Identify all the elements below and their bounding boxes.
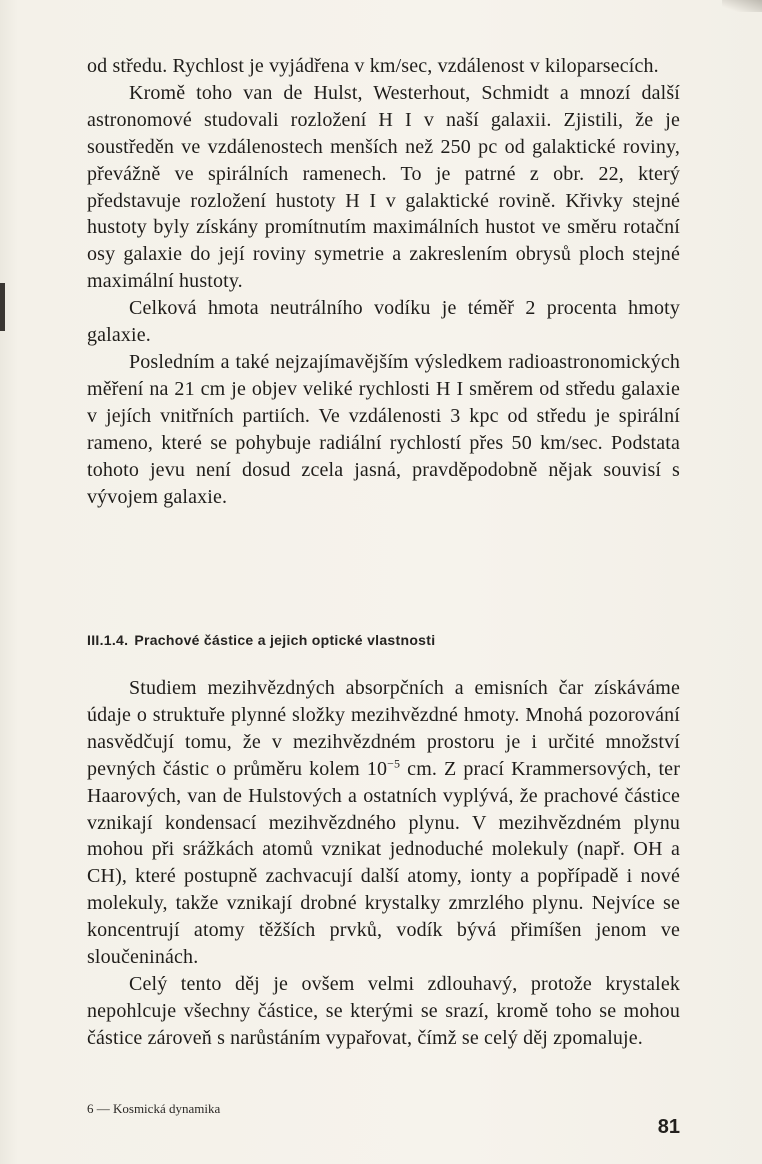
signature-mark: 6 — Kosmická dynamika	[87, 1101, 221, 1116]
paragraph-continuation: od středu. Rychlost je vyjádřena v km/sec, vzdálenost v kiloparsecích.	[87, 55, 659, 77]
paragraph-crystal-growth	[87, 971, 680, 1052]
paragraph-radial-velocity: Posledním a také nejzajímavějším výsledkem radioastronomických měření na 21 cm je objev veliké rychlosti H I směrem od středu galaxie v jejích vnitřních partiích. Ve vzdálenosti 3 kpc od středu je spirální rameno, které se pohybuje radiální rychlostí přes 50 km/sec. Podstata tohoto jevu není dosud zcela jasná, pravděpodobně nějak souvisí s vývojem galaxie.	[87, 350, 680, 508]
paragraph-dust-text-after: cm. Z prací Krammersových, ter Haarových, van de Hulstových a ostatních vyplývá, že prachové částice vznikají kondensací mezihvězdného plynu. V mezihvězdném plynu mohou při srážkách atomů vznikat jednoduché molekuly (např. OH a CH), které postupně zachvacují další atomy, ionty a popřípadě i nové molekuly, takže vznikají drobné krystalky zmrzlého plynu. Nejvíce se koncentrují atomy těžších prvků, vodík bývá přimíšen jenom ve sloučeninách.	[87, 757, 680, 969]
section-heading	[87, 632, 687, 648]
paragraph-crystal-text: Celý tento děj je ovšem velmi zdlouhavý, protože krystalek nepohlcuje všechny částice, se kterými se srazí, kromě toho se mohou částice zároveň s narůstáním vypařovat, čímž se celý děj zpomaluje.	[87, 972, 680, 1049]
page-number: 81	[657, 1116, 680, 1138]
exponent: −5	[387, 756, 401, 771]
section-number: III.1.4.	[87, 632, 129, 648]
paragraph-hi-distribution: Kromě toho van de Hulst, Westerhout, Schmidt a mnozí další astronomové studovali rozložení H I v naší galaxii. Zjistili, že je soustředěn ve vzdálenostech menších než 250 pc od galaktické roviny, převážně ve spirálních ramenech. To je patrné z obr. 22, který představuje rozložení hustoty H I v galaktické rovině. Křivky stejné hustoty byly získány promítnutím maximálních hustot ve směru rotační osy galaxie do její roviny symetrie a zakreslením obrysů ploch stejné maximální hustoty.	[87, 81, 680, 293]
paragraph-dust-particles	[87, 675, 680, 971]
text-block-top	[87, 53, 680, 510]
binding-mark	[0, 283, 5, 331]
paragraph-hydrogen-mass: Celková hmota neutrálního vodíku je téměř 2 procenta hmoty galaxie.	[87, 297, 680, 347]
page-corner-shadow	[722, 0, 762, 12]
paragraph-dust-text-before: Studiem mezihvězdných absorpčních a emisních čar získáváme údaje o struktuře plynné složky mezihvězdné hmoty. Mnohá pozorování nasvědčují tomu, že v mezihvězdném prostoru je i určité množství pevných částic o průměru kolem 10	[87, 677, 680, 780]
section-title: Prachové částice a jejich optické vlastnosti	[134, 632, 436, 648]
text-block-bottom	[87, 675, 680, 1052]
